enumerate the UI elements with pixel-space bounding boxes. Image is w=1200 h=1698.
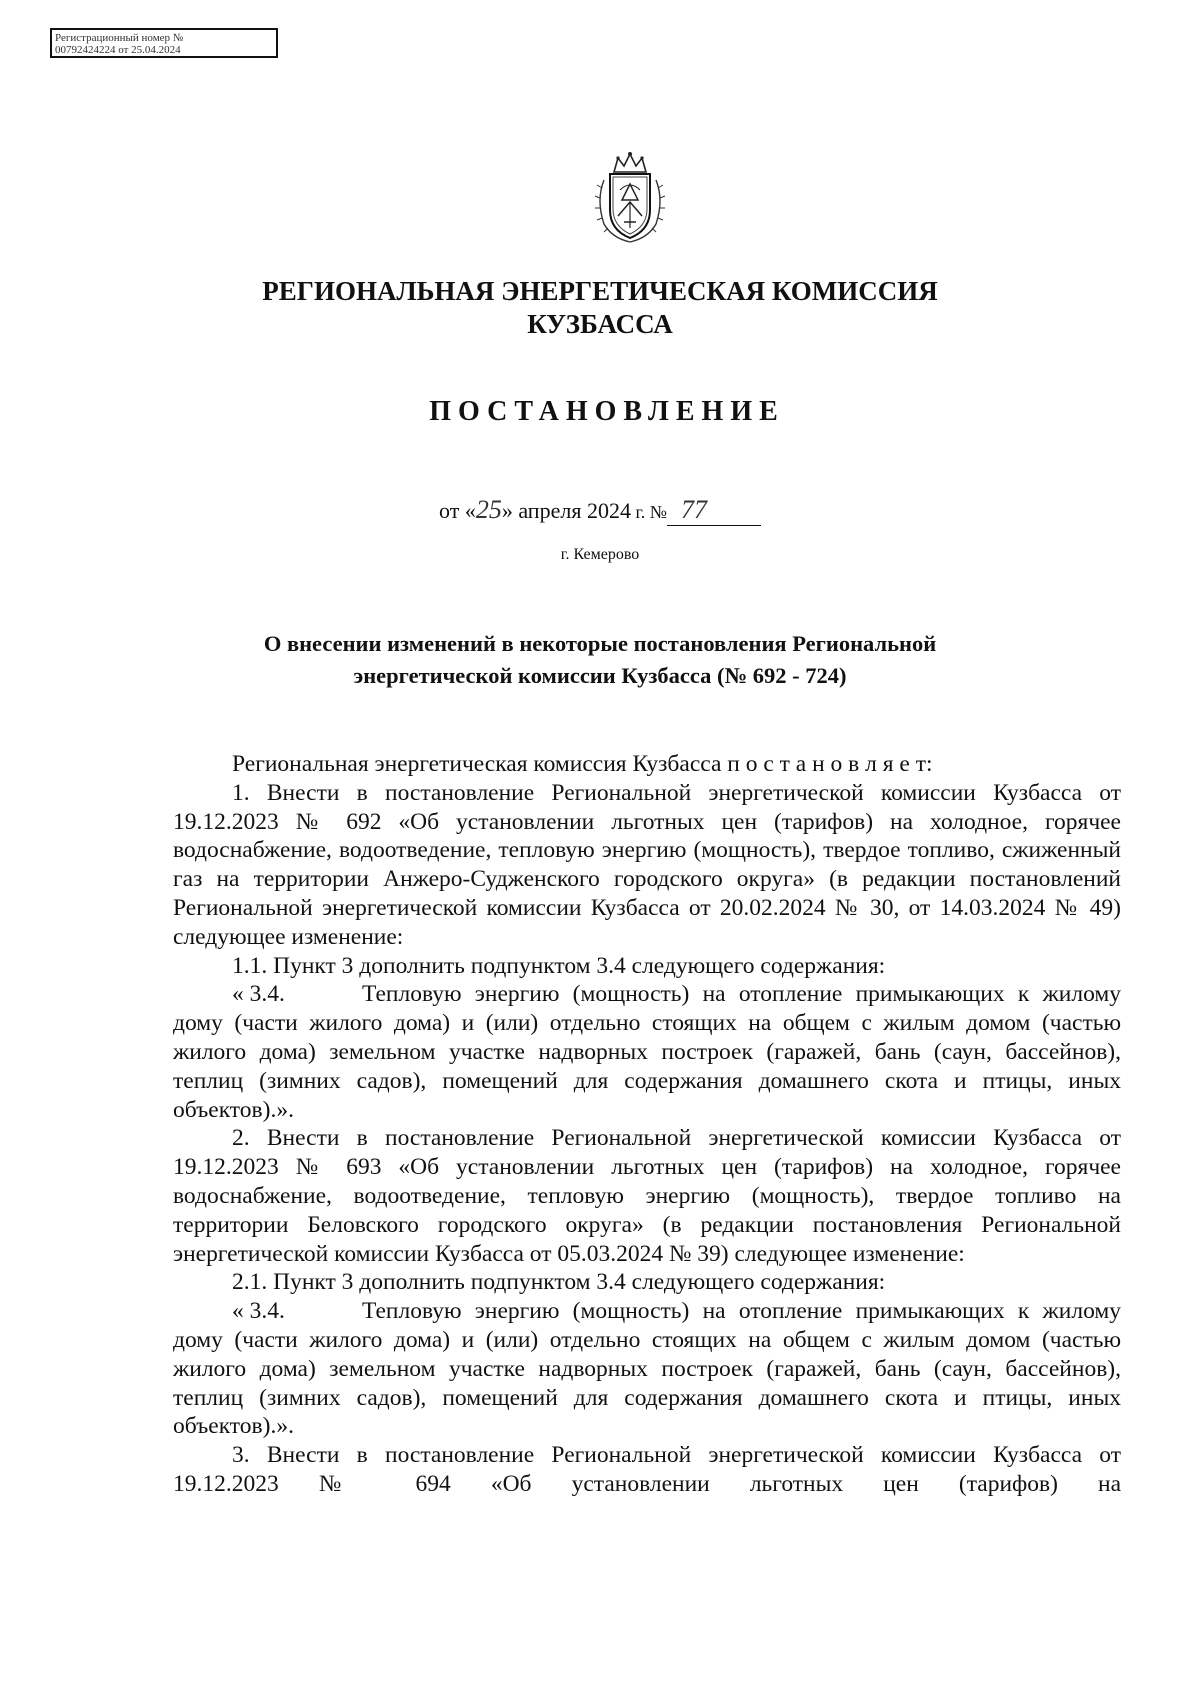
registration-stamp <box>50 28 278 58</box>
quoted-item-3-4-second <box>173 1297 1121 1441</box>
paragraph-3: 3. Внести в постановление Региональной энергетической комиссии Кузбасса от 19.12.2023 № 694 «Об установлении льготных цен (тарифов) на <box>173 1442 1121 1497</box>
organization-title-line1: РЕГИОНАЛЬНАЯ ЭНЕРГЕТИЧЕСКАЯ КОМИССИЯ <box>262 276 938 306</box>
document-number-field <box>667 495 761 526</box>
registration-stamp-line1: Регистрационный номер № <box>55 32 184 44</box>
paragraph-2-1: 2.1. Пункт 3 дополнить подпунктом 3.4 следующего содержания: <box>232 1269 886 1296</box>
coat-of-arms-icon <box>592 150 668 246</box>
paragraph-1: 1. Внести в постановление Региональной энергетической комиссии Кузбасса от 19.12.2023 № 692 «Об установлении льготных цен (тарифов) на холодное, горячее водоснабжение, водоотведение, тепловую энергию (мощность), твердое топливо, сжиженный газ на территории Анжеро-Судженского городского округа» (в редакции постановлений Региональной энергетической комиссии Кузбасса от 20.02.2024 № 30, от 14.03.2024 № 49) следующее изменение: <box>173 779 1121 950</box>
city-name: г. Кемерово <box>560 546 640 563</box>
date-prefix: от « <box>439 498 476 523</box>
date-day-handwritten: 25 <box>475 495 502 524</box>
document-type-heading: ПОСТАНОВЛЕНИЕ <box>429 396 785 427</box>
document-date-line <box>0 495 1200 526</box>
document-number-handwritten: 77 <box>680 495 707 524</box>
document-subject <box>0 628 1200 692</box>
subject-line2: энергетической комиссии Кузбасса (№ 692 - 724) <box>353 663 847 688</box>
quoted-item-label: « 3.4. <box>232 981 285 1008</box>
organization-title-line2: КУЗБАССА <box>527 309 673 339</box>
paragraph-1-1: 1.1. Пункт 3 дополнить подпунктом 3.4 следующего содержания: <box>232 952 886 979</box>
document-body <box>173 750 1121 1499</box>
paragraph-2: 2. Внести в постановление Региональной энергетической комиссии Кузбасса от 19.12.2023 № 693 «Об установлении льготных цен (тарифов) на холодное, горячее водоснабжение, водоотведение, тепловую энергию (мощность), твердое топливо на территории Беловского городского округа» (в редакции постановления Региональной энергетической комиссии Кузбасса от 05.03.2024 № 39) следующее изменение: <box>173 1125 1121 1267</box>
date-month-year: » апреля 2024 <box>501 498 631 523</box>
organization-title <box>0 275 1200 341</box>
quoted-item-3-4-first <box>173 980 1121 1124</box>
registration-stamp-line2: 00792424224 от 25.04.2024 <box>55 44 181 56</box>
quoted-item-text: Тепловую энергию (мощность) на отопление примыкающих к жилому дому (части жилого дома) и (или) отдельно стоящих на общем с жилым домом (частью жилого дома) земельном участке надворных построек (гаражей, бань (саун, бассейнов), теплиц (зимних садов), помещений для содержания домашнего скота и птицы, иных объектов).». <box>173 981 1121 1123</box>
quoted-item-label: « 3.4. <box>232 1298 285 1325</box>
subject-line1: О внесении изменений в некоторые постановления Региональной <box>263 631 937 656</box>
preamble-paragraph: Региональная энергетическая комиссия Кузбасса п о с т а н о в л я е т: <box>232 751 933 777</box>
quoted-item-text: Тепловую энергию (мощность) на отопление примыкающих к жилому дому (части жилого дома) и (или) отдельно стоящих на общем с жилым домом (частью жилого дома) земельном участке надворных построек (гаражей, бань (саун, бассейнов), теплиц (зимних садов), помещений для содержания домашнего скота и птицы, иных объектов).». <box>173 1298 1121 1440</box>
number-label: г. № <box>630 502 667 522</box>
